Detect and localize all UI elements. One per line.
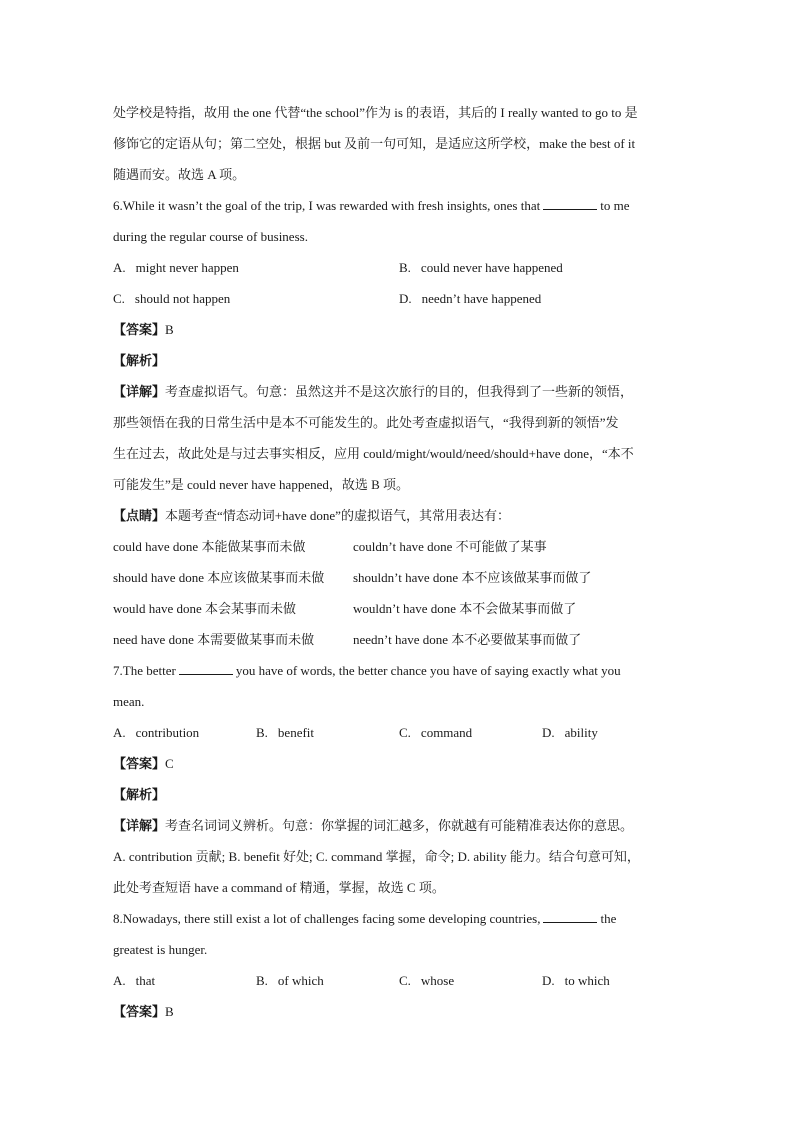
answer-value: C (165, 756, 174, 771)
document-page (113, 97, 685, 1027)
q8-stem-before: 8.Nowadays, there still exist a lot of challenges facing some developing countries, (113, 911, 541, 926)
pair-right: couldn’t have done 不可能做了某事 (353, 539, 547, 554)
q7-detail-line: A. contribution 贡献; B. benefit 好处; C. command 掌握，命令; D. ability 能力。结合句意可知， (113, 849, 640, 864)
tip-text: 本题考查“情态动词+have done”的虚拟语气，其常用表达有： (165, 508, 510, 523)
option-text: might never happen (135, 260, 239, 275)
question-8-stem (113, 903, 685, 934)
analysis-tag: 【解析】 (113, 353, 166, 368)
option-letter: A. (113, 973, 126, 988)
option-text: command (420, 725, 473, 740)
answer-value: B (165, 322, 174, 337)
answer-tag: 【答案】 (113, 1004, 166, 1019)
modal-pair-row (113, 531, 685, 562)
answer-blank (543, 197, 597, 210)
q7-detail-line (113, 810, 685, 841)
q6-answer (113, 314, 685, 345)
q6-analysis (113, 345, 685, 376)
q7-analysis (113, 779, 685, 810)
option-letter: B. (399, 260, 411, 275)
question-6-stem (113, 190, 685, 221)
intro-line: 随遇而安。故选 A 项。 (113, 167, 246, 182)
option-text: needn’t have happened (421, 291, 542, 306)
q8-stem-after: the (600, 911, 617, 926)
q7-options-row (113, 717, 685, 748)
option-text: should not happen (134, 291, 231, 306)
q6-detail-line: 那些领悟在我的日常生活中是本不可能发生的。此处考查虚拟语气，“我得到新的领悟”发 (113, 415, 619, 430)
modal-pair-row (113, 593, 685, 624)
q7-option-d (542, 717, 685, 748)
pair-left: could have done 本能做某事而未做 (113, 539, 306, 554)
q6-option-d (399, 283, 685, 314)
q7-stem-before: 7.The better (113, 663, 176, 678)
q7-answer (113, 748, 685, 779)
tip-tag: 【点睛】 (113, 508, 166, 523)
q6-detail-line: 可能发生”是 could never have happened，故选 B 项。 (113, 477, 410, 492)
option-text: benefit (277, 725, 315, 740)
option-letter: D. (399, 291, 412, 306)
q6-detail-line (113, 376, 685, 407)
option-letter: D. (542, 973, 555, 988)
option-text: of which (277, 973, 324, 988)
detail-text: 考查名词词义辨析。句意：你掌握的词汇越多，你就越有可能精准表达你的意思。 (165, 818, 634, 833)
pair-left: would have done 本会某事而未做 (113, 601, 297, 616)
q6-option-a (113, 252, 399, 283)
option-text: whose (420, 973, 455, 988)
option-letter: C. (399, 973, 411, 988)
q6-tip (113, 500, 685, 531)
q7-option-b (256, 717, 399, 748)
question-7-stem (113, 655, 685, 686)
answer-value: B (165, 1004, 174, 1019)
detail-text: 考查虚拟语气。句意：虽然这并不是这次旅行的目的，但我得到了一些新的领悟， (165, 384, 634, 399)
pair-left: should have done 本应该做某事而未做 (113, 570, 325, 585)
pair-right: shouldn’t have done 本不应该做某事而做了 (353, 570, 592, 585)
option-text: contribution (135, 725, 200, 740)
option-text: ability (564, 725, 598, 740)
detail-tag: 【详解】 (113, 384, 166, 399)
q8-options-row (113, 965, 685, 996)
option-text: that (135, 973, 156, 988)
option-text: to which (564, 973, 610, 988)
modal-pair-row (113, 562, 685, 593)
q7-stem-after: you have of words, the better chance you have of saying exactly what you (235, 663, 621, 678)
q8-option-b (256, 965, 399, 996)
pair-right: wouldn’t have done 本不会做某事而做了 (353, 601, 577, 616)
q8-answer (113, 996, 685, 1027)
pair-left: need have done 本需要做某事而未做 (113, 632, 315, 647)
q8-option-c (399, 965, 542, 996)
intro-line: 修饰它的定语从句；第二空处，根据 but 及前一句可知，是适应这所学校，make the best of it (113, 136, 636, 151)
option-letter: A. (113, 725, 126, 740)
question-7-stem-line2: mean. (113, 694, 145, 709)
option-text: could never have happened (420, 260, 563, 275)
option-letter: D. (542, 725, 555, 740)
answer-tag: 【答案】 (113, 756, 166, 771)
q7-detail-line: 此处考查短语 have a command of 精通，掌握，故选 C 项。 (113, 880, 445, 895)
intro-line: 处学校是特指，故用 the one 代替“the school”作为 is 的表语，其后的 I really wanted to go to 是 (113, 105, 638, 120)
answer-blank (543, 910, 597, 923)
q8-option-a (113, 965, 256, 996)
q6-options-row-1 (113, 252, 685, 283)
option-letter: C. (113, 291, 125, 306)
option-letter: B. (256, 725, 268, 740)
q7-option-c (399, 717, 542, 748)
analysis-tag: 【解析】 (113, 787, 166, 802)
detail-tag: 【详解】 (113, 818, 166, 833)
option-letter: C. (399, 725, 411, 740)
q6-stem-after: to me (600, 198, 630, 213)
q7-option-a (113, 717, 256, 748)
q6-option-b (399, 252, 685, 283)
question-6-stem-line2: during the regular course of business. (113, 229, 308, 244)
option-letter: B. (256, 973, 268, 988)
question-8-stem-line2: greatest is hunger. (113, 942, 208, 957)
option-letter: A. (113, 260, 126, 275)
q6-options-row-2 (113, 283, 685, 314)
pair-right: needn’t have done 本不必要做某事而做了 (353, 632, 582, 647)
q6-detail-line: 生在过去，故此处是与过去事实相反，应用 could/might/would/need/should+have done，“本不 (113, 446, 634, 461)
q6-stem-before: 6.While it wasn’t the goal of the trip, I was rewarded with fresh insights, ones that (113, 198, 541, 213)
modal-pair-row (113, 624, 685, 655)
q8-option-d (542, 965, 685, 996)
q6-option-c (113, 283, 399, 314)
answer-blank (179, 662, 233, 675)
answer-tag: 【答案】 (113, 322, 166, 337)
